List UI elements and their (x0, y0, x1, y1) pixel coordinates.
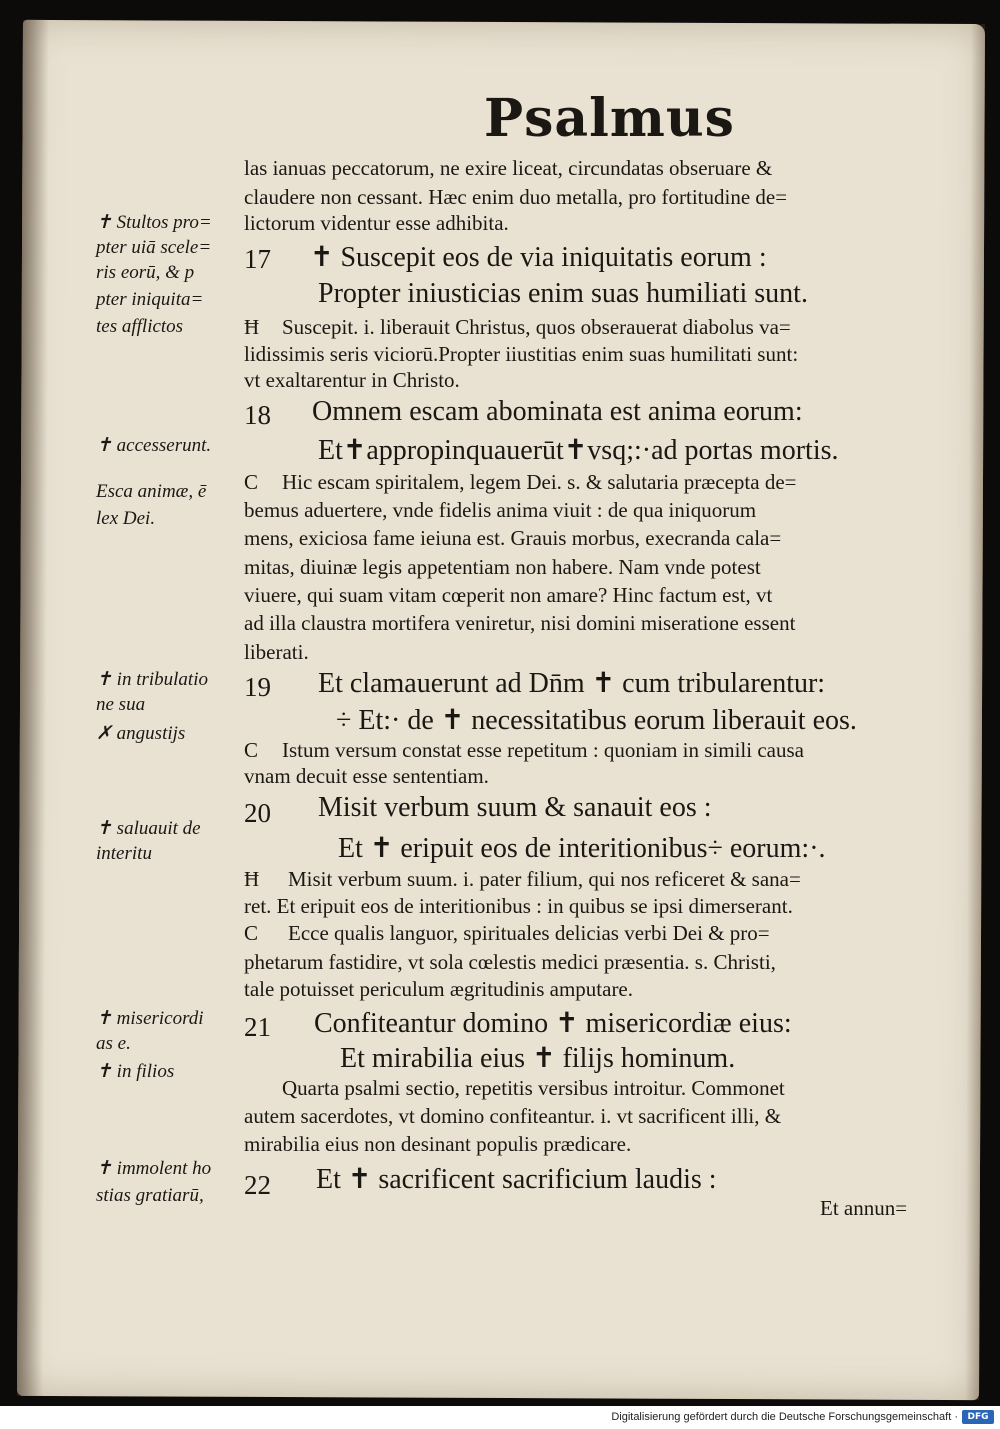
text-line: Ecce qualis languor, spirituales delicias verbi Dei & pro= (288, 921, 770, 945)
marginal-gloss: ✝ misericordi (96, 1008, 204, 1029)
verse-line: Et✝appropinquauerūt✝vsq;:·ad portas mortis. (318, 435, 839, 466)
text-line: Misit verbum suum. i. pater filium, qui nos reficeret & sana= (288, 867, 801, 891)
text-line: las ianuas peccatorum, ne exire liceat, circundatas obseruare & (244, 156, 773, 180)
verse-line: Et ✝ eripuit eos de interitionibus÷ eorum:·. (338, 833, 826, 864)
marginal-gloss: as e. (96, 1033, 131, 1054)
text-line: lictorum videntur esse adhibita. (244, 211, 509, 235)
marginal-gloss: interitu (96, 843, 152, 864)
verse-line: Et ✝ sacrificent sacrificium laudis : (316, 1164, 717, 1195)
verse-number: 17 (244, 244, 271, 274)
text-line: autem sacerdotes, vt domino confiteantur. i. vt sacrificent illi, & (244, 1104, 782, 1128)
gloss-mark: Ħ (244, 867, 260, 891)
text-line: liberati. (244, 640, 309, 664)
text-line: lidissimis seris viciorū.Propter iiustitias enim suas humilitati sunt: (244, 342, 799, 366)
marginal-gloss: lex Dei. (96, 508, 156, 529)
verse-line: Propter iniusticias enim suas humiliati sunt. (318, 278, 808, 309)
text-line: mens, exiciosa fame ieiuna est. Grauis morbus, execranda cala= (244, 526, 782, 550)
verse-line: ÷ Et:· de ✝ necessitatibus eorum liberauit eos. (336, 705, 857, 736)
verse-number: 19 (244, 672, 271, 702)
verse-line: Et clamauerunt ad Dn̄m ✝ cum tribularentur: (318, 668, 826, 699)
verse-number: 18 (244, 400, 271, 430)
page-edge-shadow (965, 24, 985, 1400)
marginal-gloss: ✝ saluauit de (96, 818, 201, 839)
verse-number: 20 (244, 798, 271, 828)
verse-line: Et mirabilia eius ✝ filijs hominum. (340, 1043, 736, 1074)
footer-bar (0, 1406, 1000, 1429)
verse-line: Confiteantur domino ✝ misericordiæ eius: (314, 1008, 792, 1039)
text-line: bemus aduertere, vnde fidelis anima viuit : de qua iniquorum (244, 498, 757, 522)
marginal-gloss: Esca animæ, ē (96, 481, 207, 502)
catchword: Et annun= (820, 1196, 908, 1220)
marginal-gloss: stias gratiarū, (96, 1185, 204, 1206)
verse-line: Misit verbum suum & sanauit eos : (318, 792, 712, 823)
text-line: Istum versum constat esse repetitum : quoniam in simili causa (282, 738, 804, 762)
marginal-gloss: ✗ angustijs (96, 723, 186, 744)
verse-line: ✝ Suscepit eos de via iniquitatis eorum : (310, 242, 767, 273)
text-line: Quarta psalmi sectio, repetitis versibus introitur. Commonet (282, 1076, 785, 1100)
text-line: vnam decuit esse sententiam. (244, 764, 489, 788)
marginal-gloss: tes afflictos (96, 316, 184, 337)
text-line: ret. Et eripuit eos de interitionibus : in quibus se ipsi dimerserant. (244, 894, 793, 918)
text-line: tale potuisset periculum ægritudinis amputare. (244, 977, 634, 1001)
text-line: mirabilia eius non desinant populis prædicare. (244, 1132, 632, 1156)
marginal-gloss: ✝ immolent ho (96, 1158, 212, 1179)
page-gutter-shadow (17, 20, 49, 1396)
text-line: vt exaltarentur in Christo. (244, 368, 460, 392)
text-line: Suscepit. i. liberauit Christus, quos obserauerat diabolus va= (282, 315, 791, 339)
verse-number: 21 (244, 1012, 271, 1042)
marginal-gloss: pter iniquita= (96, 289, 204, 310)
marginal-gloss: ✝ in filios (96, 1061, 175, 1082)
marginal-gloss: ✝ Stultos pro= (96, 212, 212, 233)
text-line: mitas, diuinæ legis appetentiam non habere. Nam vnde potest (244, 555, 761, 579)
gloss-mark: C (244, 921, 259, 945)
verse-number: 22 (244, 1170, 271, 1200)
gloss-mark: C (244, 738, 259, 762)
funding-credit: Digitalisierung gefördert durch die Deutsche Forschungsgemeinschaft · (611, 1411, 958, 1423)
marginal-gloss: ✝ accesserunt. (96, 435, 212, 456)
text-line: phetarum fastidire, vt sola cœlestis medici præsentia. s. Christi, (244, 950, 776, 974)
running-head: Psalmus (484, 88, 735, 149)
marginal-gloss: ris eorū, & p (96, 262, 195, 283)
dfg-logo: DFG (962, 1410, 994, 1424)
text-line: claudere non cessant. Hæc enim duo metalla, pro fortitudine de= (244, 185, 788, 209)
gloss-mark: C (244, 470, 259, 494)
text-line: Hic escam spiritalem, legem Dei. s. & salutaria præcepta de= (282, 470, 797, 494)
marginal-gloss: ne sua (96, 694, 146, 715)
verse-line: Omnem escam abominata est anima eorum: (312, 396, 803, 427)
text-line: viuere, qui suam vitam cœperit non amare? Hinc factum est, vt (244, 583, 773, 607)
text-line: ad illa claustra mortifera veniretur, nisi domini miseratione essent (244, 611, 796, 635)
marginal-gloss: ✝ in tribulatio (96, 669, 208, 690)
marginal-gloss: pter uiā scele= (96, 237, 212, 258)
gloss-mark: Ħ (244, 315, 260, 339)
